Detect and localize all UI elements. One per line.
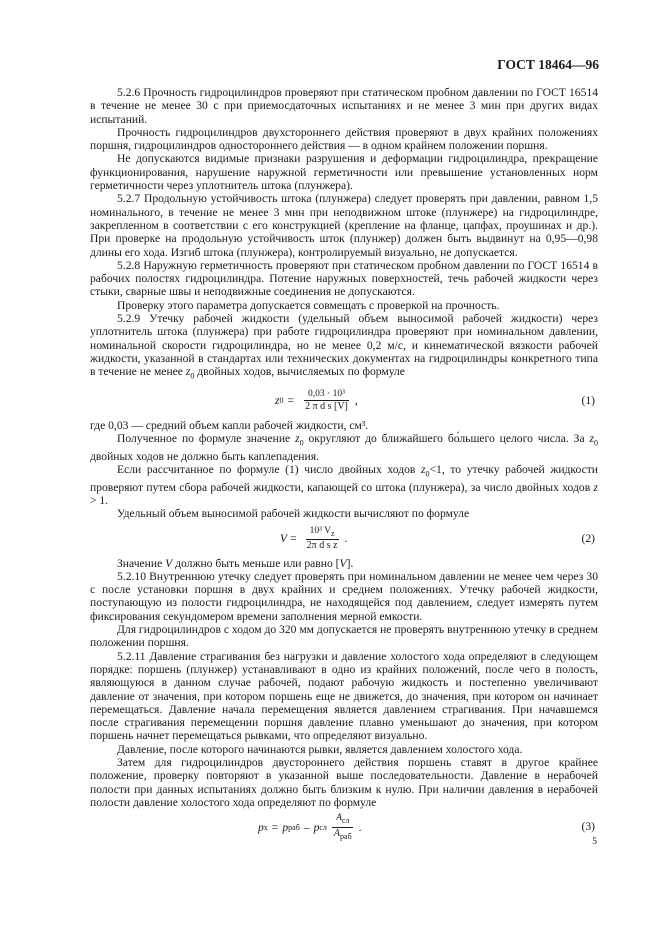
formula-2-number: (2)	[581, 531, 595, 545]
paragraph-idle-pressure: Давление, после которого начинаются рывки, является давлением холостого хода.	[117, 742, 523, 756]
paragraph-drop-volume: где 0,03 — средний объем капли рабочей жидкости, см³.	[90, 418, 369, 432]
formula-2-fraction: $\frac{10^3 V_z}{\text{2π d s z}}$	[306, 525, 338, 552]
paragraph-5-2-7: 5.2.7 Продольную устойчивость штока (плунжера) следует проверять при давлении, равном 1,5 номинального, в течение не менее 3 мин при неподвижном штоке (плунжере) на гидроцилиндре, закрепленном в соответствии с его конструкцией (крепление на фланце, цапфах, проушинах и др.). При проверке на продольную устойчивость шток (плунжер) должен быть выдвинут на 0,95—0,98 длины его хода. Изгиб штока (плунжера), контролируемый визуально, не допускается.	[90, 192, 598, 259]
formula-1-number: (1)	[581, 393, 595, 407]
paragraph-double-acting: Затем для гидроцилиндров двустороннего действия поршень ставят в другое крайнее положение, проверку повторяют в указанной выше последовательности. Давление в нерабочей полости при данных испытаниях должно быть близким к нулю. При наличии давления в нерабочей полости давление холостого хода определяют по формуле	[90, 756, 598, 809]
paragraph-specific-volume: Удельный объем выносимой рабочей жидкости вычисляют по формуле	[117, 507, 470, 521]
paragraph-strength-positions: Прочность гидроцилиндров двухстороннего действия проверяют в двух крайних положениях поршня, гидроцилиндров одностороннего действия — в одном крайнем положении поршня.	[90, 125, 598, 153]
document-body	[90, 86, 598, 845]
paragraph-collect-leakage: Если рассчитанное по формуле (1) число двойных ходов $z_0<1$, то утечку рабочей жидкости проверяют путем сбора рабочей жидкости, капающей со штока (плунжера), за число двойных ходов z > 1.	[90, 463, 598, 507]
paragraph-5-2-8: 5.2.8 Наружную герметичность проверяют при статическом пробном давлении по ГОСТ 16514 в рабочих полостях гидроцилиндра. Потение наружных поверхностей, течь рабочей жидкости через стыки, сварные швы и неподвижные соединения не допускаются.	[90, 258, 598, 299]
formula-2: V = $\frac{10^3 V_z}{\text{2π d s z}}$ . (2)	[280, 525, 595, 552]
formula-1-fraction: $\frac{\text{0,03 · 10³}}{\text{2 π d s [V]}}$	[305, 389, 348, 413]
paragraph-5-2-10: 5.2.10 Внутреннюю утечку следует проверять при номинальном давлении не менее чем через 30 с после установки поршня в двух крайних и среднем положениях. Утечку рабочей жидкости, поступающую из полости гидроцилиндра, не находящейся под давлением, следует измерять путем фиксирования секундомером времени заполнения мерной емкости.	[90, 569, 598, 623]
paragraph-stroke-320: Для гидроцилиндров с ходом до 320 мм допускается не проверять внутреннюю утечку в среднем положении поршня.	[90, 623, 598, 650]
paragraph-strength-failures: Не допускаются видимые признаки разрушения и деформации гидроцилиндра, прекращение функционирования, нарушение наружной герметичности или превышение установленных норм герметичности через уплотнитель штока (плунжера).	[90, 152, 598, 193]
paragraph-5-2-11: 5.2.11 Давление страгивания без нагрузки и давление холостого хода определяют в следующем порядке: поршень (плунжер) устанавливают в одно из крайних положений, после чего в полость, являющуюся в данном случае рабочей, подают рабочую жидкость и постепенно увеличивают давление от значения, при котором поршень еще не движется, до значения, при котором он начинает перемещаться. Давление начала перемещения является давлением страгивания. При начавшемся после страгивания перемещении поршня давление плавно уменьшают до значения, при котором поршень начнет перемещаться рывками, что определяют визуально.	[90, 649, 598, 743]
formula-3-number: (3)	[581, 820, 595, 834]
formula-3: p x = p раб – p сл $\frac{A_{сл}}{A_{раб}}$ . (3)	[258, 812, 595, 841]
paragraph-5-2-6: 5.2.6 Прочность гидроцилиндров проверяют при статическом пробном давлении по ГОСТ 16514 в течение не менее 30 с при приемосдаточных испытаниях и не менее 3 мин при других видах испытаний.	[90, 86, 598, 126]
formula-1: z 0 = $\frac{\text{0,03 · 10³}}{\text{2 π d s [V]}}$ , (1)	[275, 389, 595, 413]
formula-3-fraction: $\frac{A_{сл}}{A_{раб}}$	[333, 812, 352, 841]
document-header: ГОСТ 18464—96	[497, 57, 599, 72]
paragraph-rounding: Полученное по формуле значение $z_0$ округляют до ближайшего бо́льшего целого числа. За $z_0$ двойных ходов не должно быть каплепадения.	[90, 432, 598, 463]
paragraph-v-limit: Значение V должно быть меньше или равно [V].	[117, 556, 354, 570]
paragraph-combined-check: Проверку этого параметра допускается совмещать с проверкой на прочность.	[117, 298, 500, 312]
paragraph-5-2-9: 5.2.9 Утечку рабочей жидкости (удельный объем выносимой рабочей жидкости) через уплотнитель штока (плунжера) при работе гидроцилиндра проверяют при номинальном давлении, номинальной скорости гидроцилиндра, но не менее 0,2 м/с, и кинематической вязкости рабочей жидкости, указанной в стандартах или технических документах на гидроцилиндры конкретного типа в течение не менее $z_0$ двойных ходов, вычисляемых по формуле	[90, 312, 598, 381]
page-number: 5	[592, 837, 597, 847]
